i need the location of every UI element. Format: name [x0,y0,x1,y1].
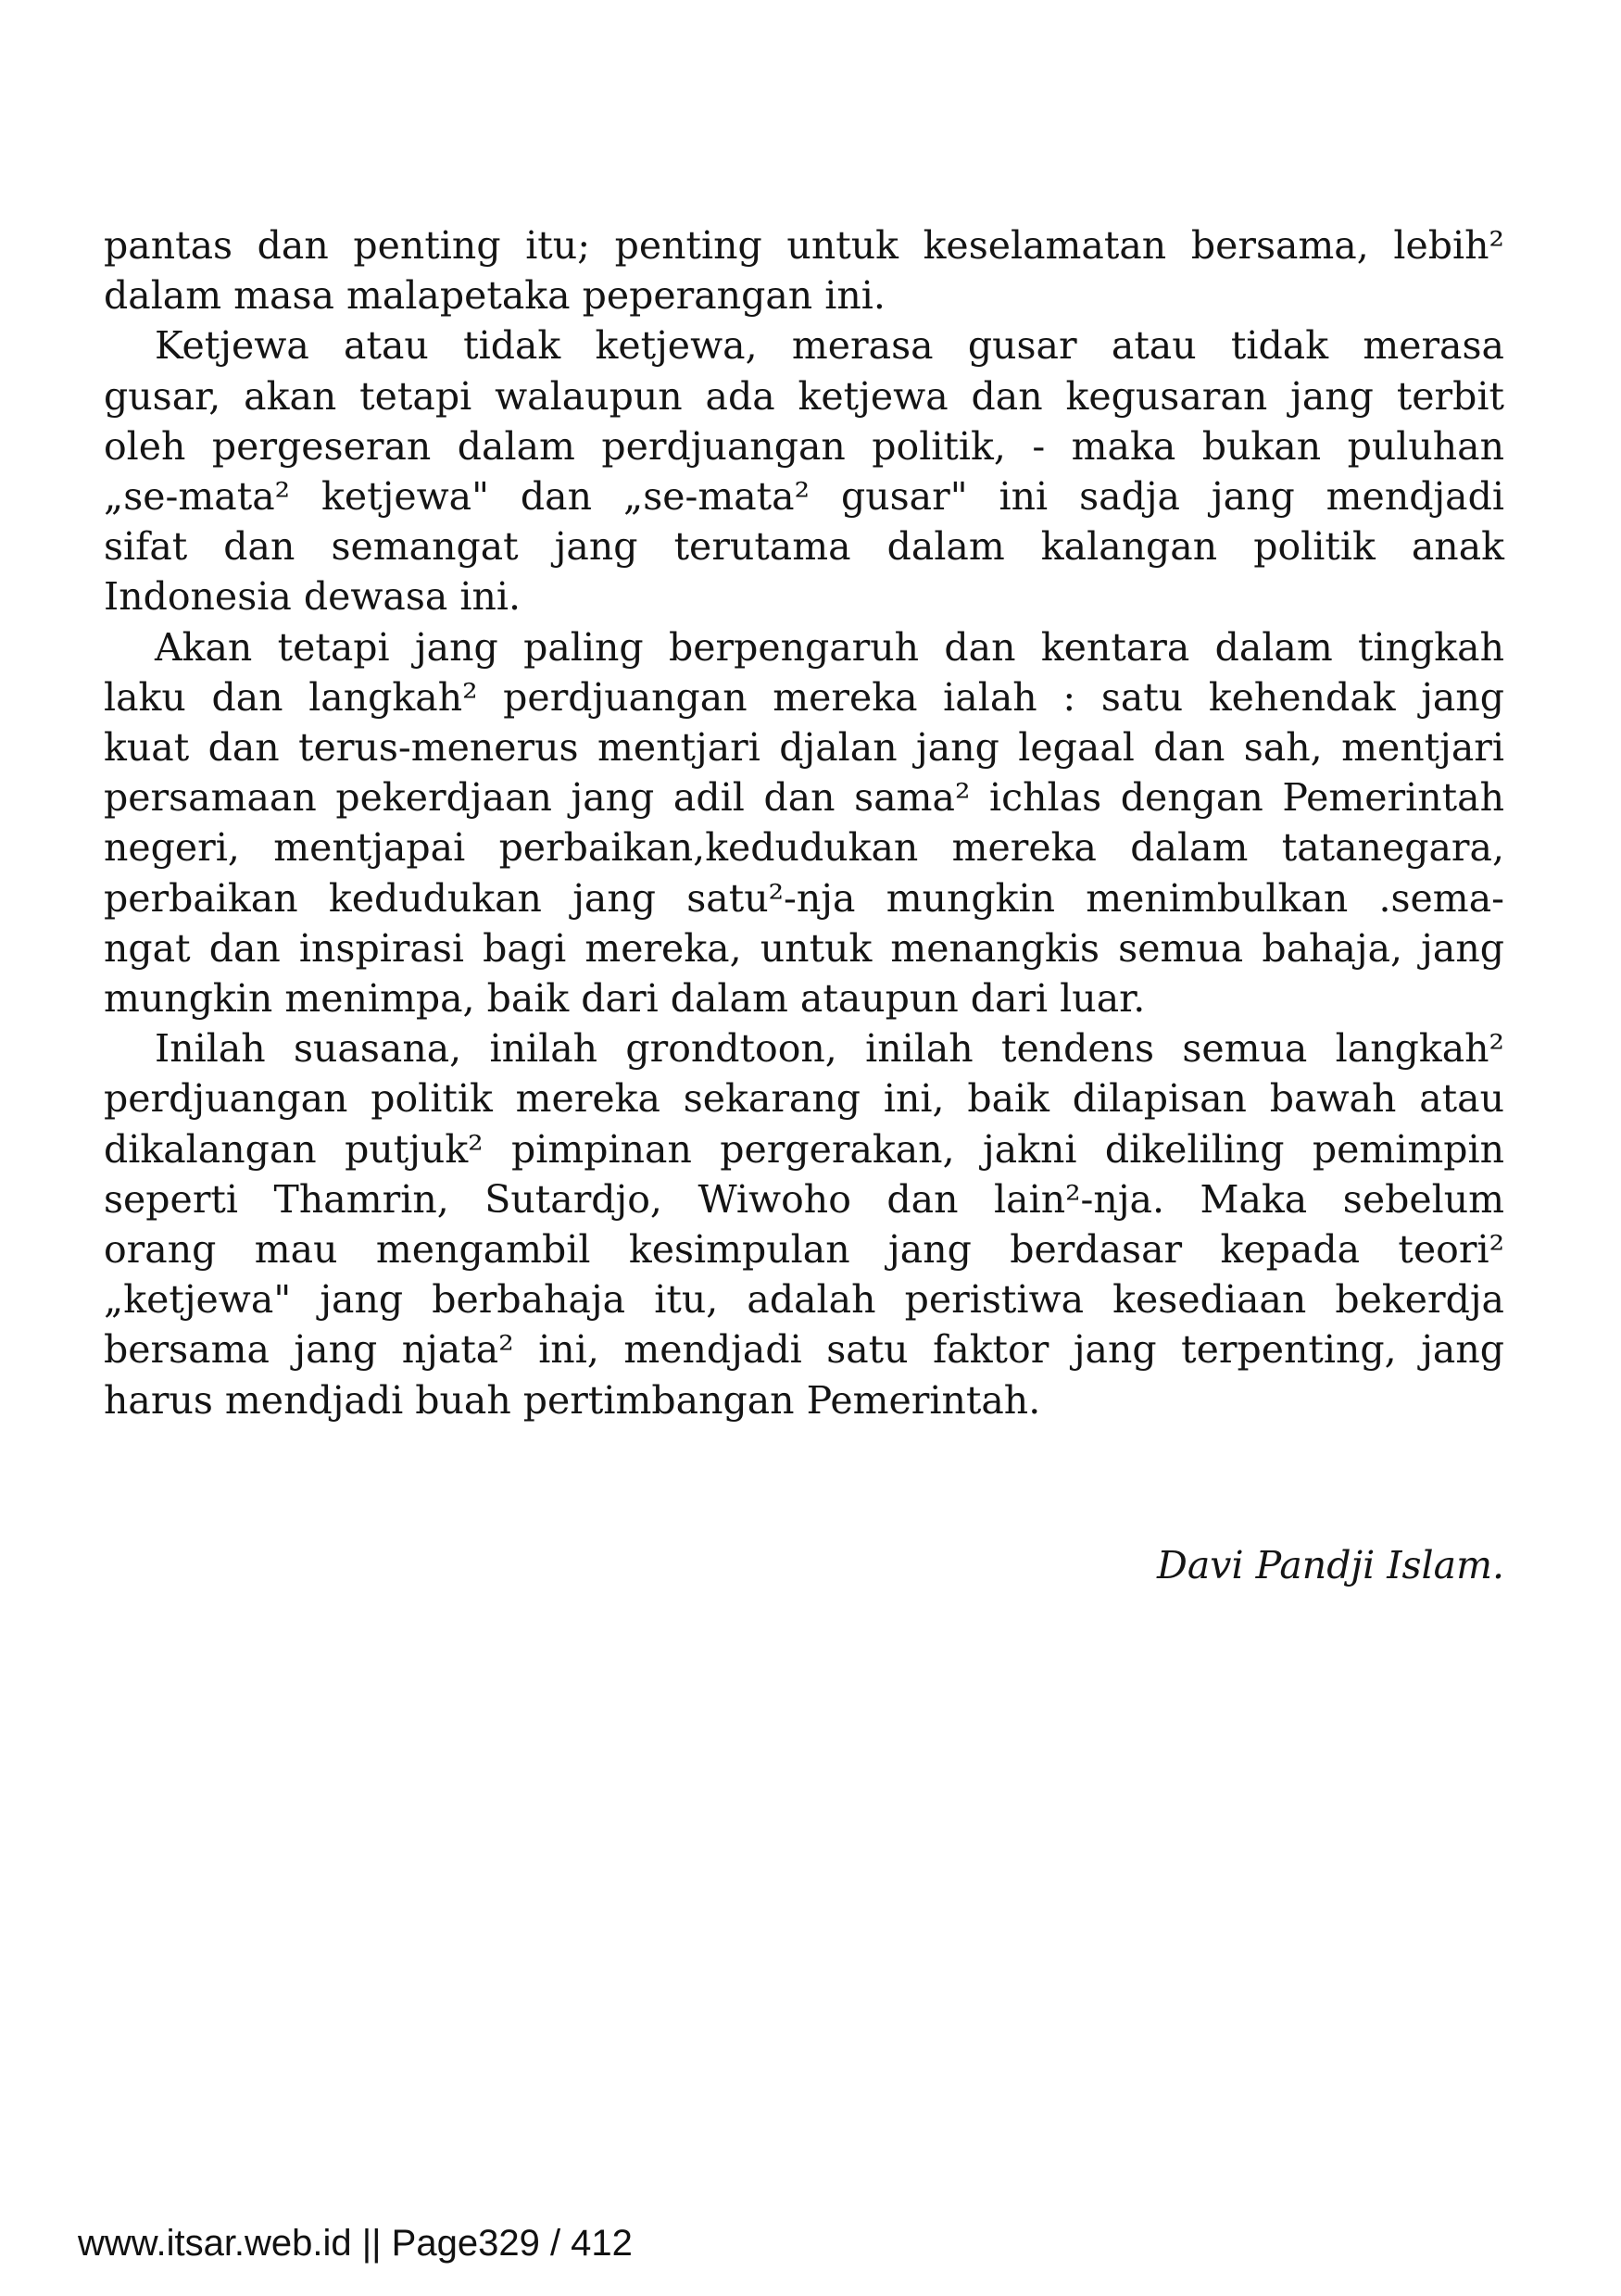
text-line: Akan tetapi jang paling berpengaruh dan kentara dalam tingkah [155,624,1504,670]
text-line: sifat dan semangat jang terutama dalam kalangan politik anak [104,524,1504,570]
paragraph [104,1023,1504,1425]
text-line: dikalangan putjuk² pimpinan pergerakan, jakni dikeliling pemimpin [104,1126,1504,1172]
text-line: Inilah suasana, inilah grondtoon, inilah tendens semua langkah² [155,1026,1504,1072]
text-line: negeri, mentjapai perbaikan,kedudukan mereka dalam tatanegara, [104,825,1504,871]
text-line: mungkin menimpa, baik dari dalam ataupun dari luar. [104,976,1146,1022]
paragraph [104,320,1504,621]
text-line: dalam masa malapetaka peperangan ini. [104,273,886,319]
text-line: Ketjewa atau tidak ketjewa, merasa gusar atau tidak merasa [155,323,1504,369]
page-footer: www.itsar.web.id || Page329 / 412 [78,2223,633,2264]
text-line: laku dan langkah² perdjuangan mereka ialah : satu kehendak jang [104,674,1504,720]
text-line: harus mendjadi buah pertimbangan Pemerintah. [104,1377,1041,1423]
text-line: bersama jang njata² ini, mendjadi satu faktor jang terpenting, jang [104,1327,1504,1373]
paragraph [104,220,1504,320]
text-line: „ketjewa" jang berbahaja itu, adalah peristiwa kesediaan bekerdja [104,1277,1504,1323]
text-line: seperti Thamrin, Sutardjo, Wiwoho dan lain²-nja. Maka sebelum [104,1176,1504,1222]
text-line: oleh pergeseran dalam perdjuangan politik, - maka bukan puluhan [104,423,1504,469]
text-line: ngat dan inspirasi bagi mereka, untuk menangkis semua bahaja, jang [104,925,1504,971]
text-line: perdjuangan politik mereka sekarang ini, baik dilapisan bawah atau [104,1076,1504,1122]
text-line: gusar, akan tetapi walaupun ada ketjewa dan kegusaran jang terbit [104,373,1504,419]
text-line: persamaan pekerdjaan jang adil dan sama² ichlas dengan Pemerintah [104,775,1504,821]
text-line: orang mau mengambil kesimpulan jang berdasar kepada teori² [104,1227,1504,1273]
paragraph [104,622,1504,1024]
text-line: „se-mata² ketjewa" dan „se-mata² gusar" ini sadja jang mendjadi [104,474,1504,520]
text-line: Indonesia dewasa ini. [104,574,521,620]
text-line: kuat dan terus-menerus mentjari djalan jang legaal dan sah, mentjari [104,725,1504,771]
text-line: perbaikan kedudukan jang satu²-nja mungkin menimbulkan .sema- [104,875,1504,921]
text-line: pantas dan penting itu; penting untuk keselamatan bersama, lebih² [104,223,1504,268]
author-signature: Davi Pandji Islam. [1156,1543,1504,1587]
article-body [104,220,1504,1425]
